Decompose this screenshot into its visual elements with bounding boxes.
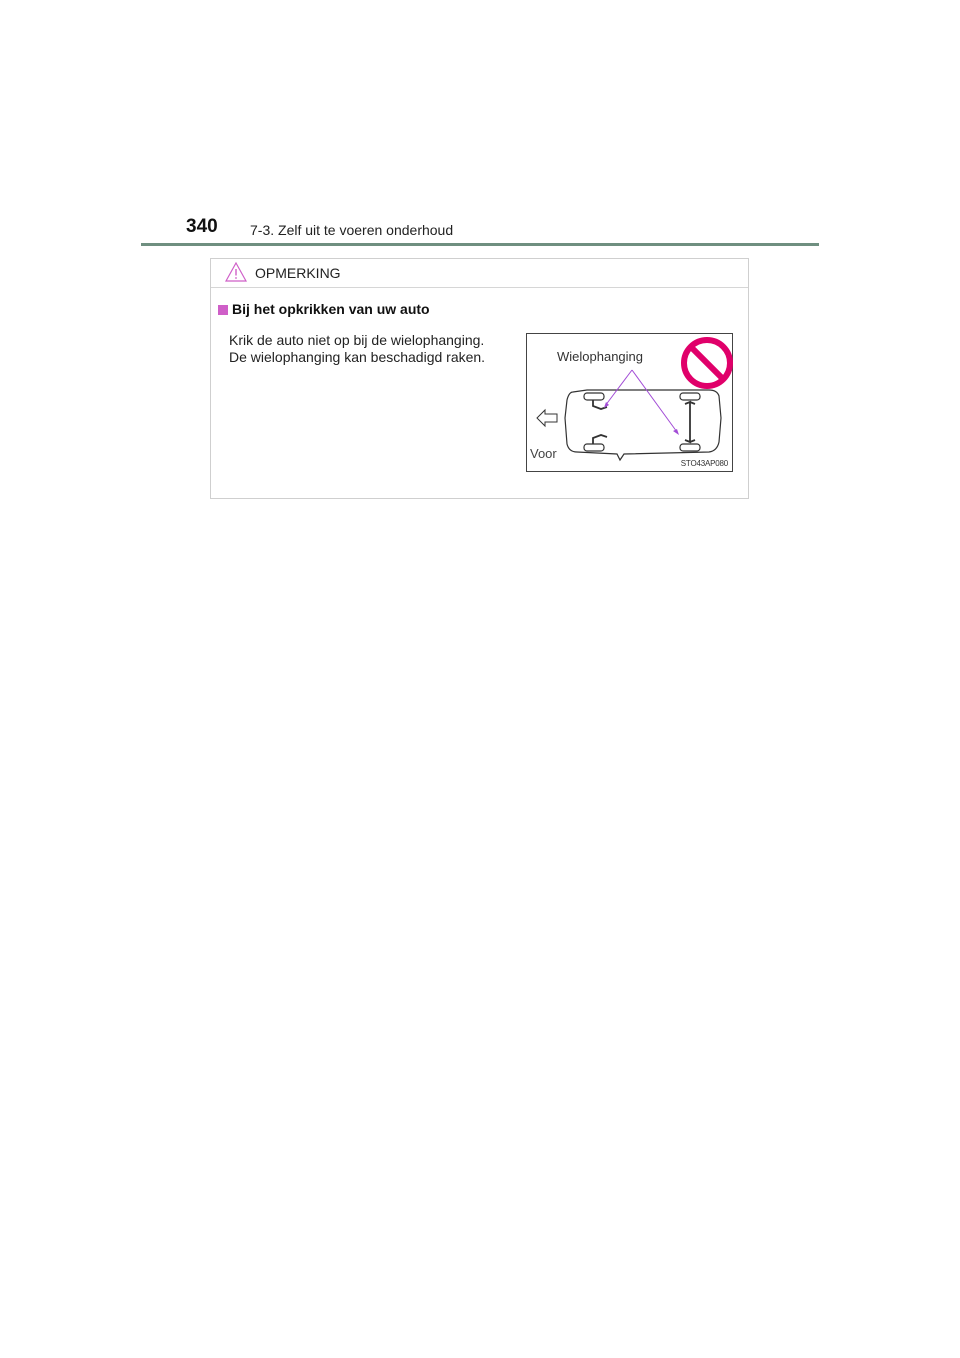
warning-triangle-icon [225,262,247,282]
figure-front-label: Voor [530,446,557,461]
page-number: 340 [186,216,218,237]
figure-callout-label: Wielophanging [557,349,644,364]
wheel-front-left [584,393,604,400]
figure-code: STO43AP080 [680,459,728,468]
prohibition-icon [684,340,730,386]
callout-arrowhead-rear [673,429,679,435]
item-body-line: Krik de auto niet op bij de wielophanging. [229,332,485,348]
section-title: 7-3. Zelf uit te voeren onderhoud [250,222,454,238]
item-body [229,332,519,366]
item-heading: Bij het opkrikken van uw auto [232,301,430,317]
header-rule [141,243,819,246]
suspension-figure [526,333,733,472]
callout-line-rear [632,370,677,432]
item-body-line: De wielophanging kan beschadigd raken. [229,349,486,365]
wheel-rear-right [680,444,700,451]
notice-label: OPMERKING [255,265,341,281]
front-suspension-left [593,400,607,409]
front-arrow-icon [537,410,557,426]
item-marker [218,305,228,315]
rear-axle [685,402,695,442]
wheel-front-right [584,444,604,451]
front-suspension-right [593,435,607,444]
callout-line-front [605,370,632,406]
wheel-rear-left [680,393,700,400]
notice-box [210,258,749,499]
notice-header [211,259,748,288]
